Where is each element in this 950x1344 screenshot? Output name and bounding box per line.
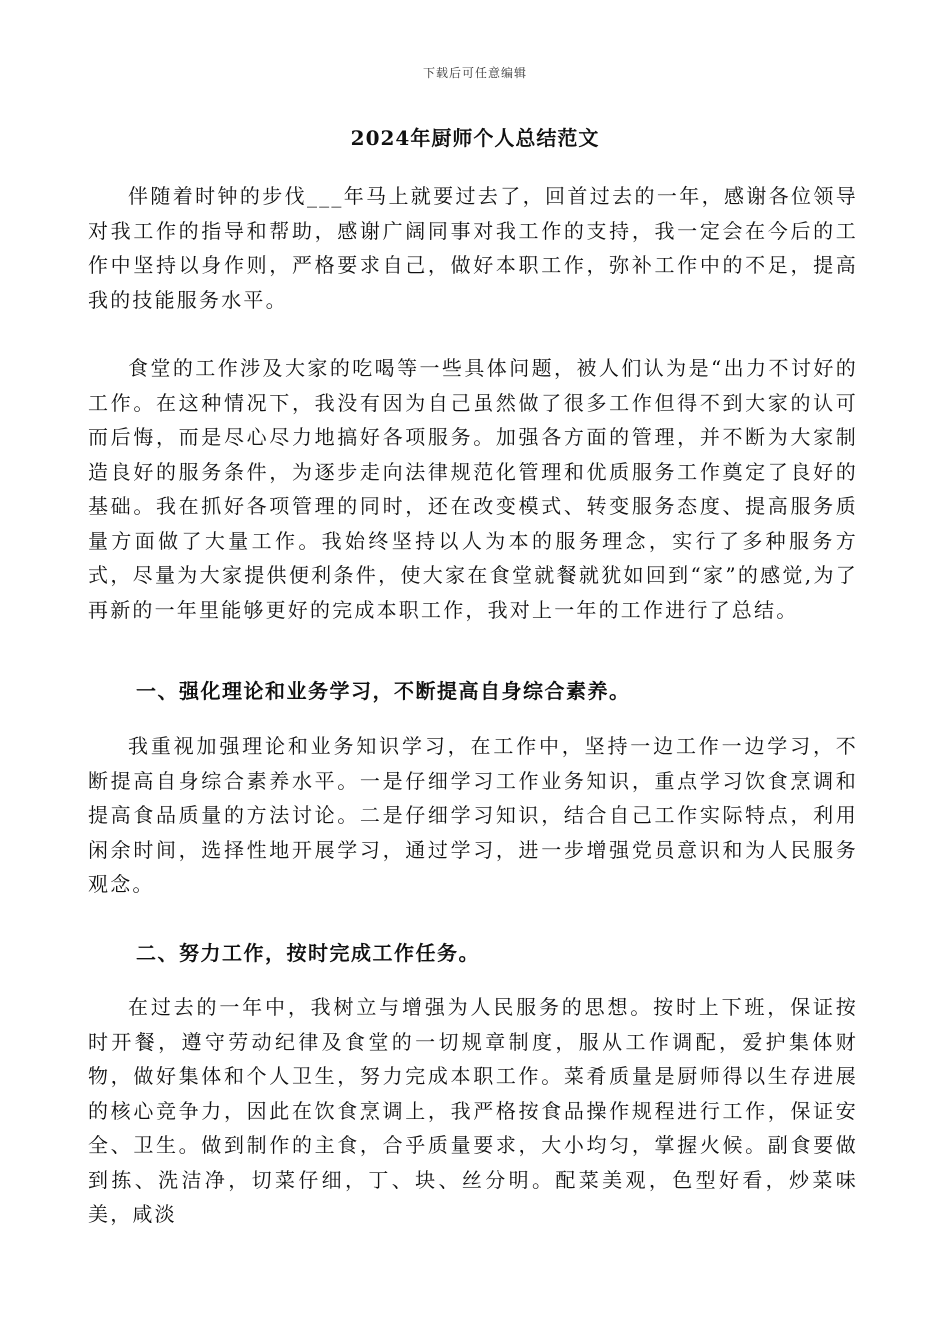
section-1-paragraph: 我重视加强理论和业务知识学习，在工作中，坚持一边工作一边学习，不断提高自身综合素养水平。一是仔细学习工作业务知识，重点学习饮食烹调和提高食品质量的方法讨论。二是仔细学习知识，结合自己工作实际特点，利用闲余时间，选择性地开展学习，通过学习，进一步增强党员意识和为人民服务观念。	[88, 734, 858, 896]
intro-paragraph: 伴随着时钟的步伐___年马上就要过去了，回首过去的一年，感谢各位领导对我工作的指导和帮助，感谢广阔同事对我工作的支持，我一定会在今后的工作中坚持以身作则，严格要求自己，做好本职工作，弥补工作中的不足，提高我的技能服务水平。	[88, 184, 858, 312]
section-heading-2: 二、努力工作，按时完成工作任务。	[136, 941, 480, 965]
section-heading-1: 一、强化理论和业务学习，不断提高自身综合素养。	[136, 679, 631, 703]
document-title: 2024年厨师个人总结范文	[350, 126, 600, 150]
header-note: 下载后可任意编辑	[422, 66, 527, 80]
overview-paragraph: 食堂的工作涉及大家的吃喝等一些具体问题，被人们认为是“出力不讨好的工作。在这种情况下，我没有因为自己虽然做了很多工作但得不到大家的认可而后悔，而是尽心尽力地搞好各项服务。加强各方面的管理，并不断为大家制造良好的服务条件，为逐步走向法律规范化管理和优质服务工作奠定了良好的基础。我在抓好各项管理的同时，还在改变模式、转变服务态度、提高服务质量方面做了大量工作。我始终坚持以人为本的服务理念，实行了多种服务方式，尽量为大家提供便利条件，使大家在食堂就餐就犹如回到“家”的感觉,为了再新的一年里能够更好的完成本职工作，我对上一年的工作进行了总结。	[88, 356, 858, 622]
section-2-paragraph: 在过去的一年中，我树立与增强为人民服务的思想。按时上下班，保证按时开餐，遵守劳动纪律及食堂的一切规章制度，服从工作调配，爱护集体财物，做好集体和个人卫生，努力完成本职工作。菜肴质量是厨师得以生存进展的核心竞争力，因此在饮食烹调上，我严格按食品操作规程进行工作，保证安全、卫生。做到制作的主食，合乎质量要求，大小均匀，掌握火候。副食要做到拣、洗洁净，切菜仔细，丁、块、丝分明。配菜美观，色型好看，炒菜味美，咸淡	[88, 995, 858, 1226]
